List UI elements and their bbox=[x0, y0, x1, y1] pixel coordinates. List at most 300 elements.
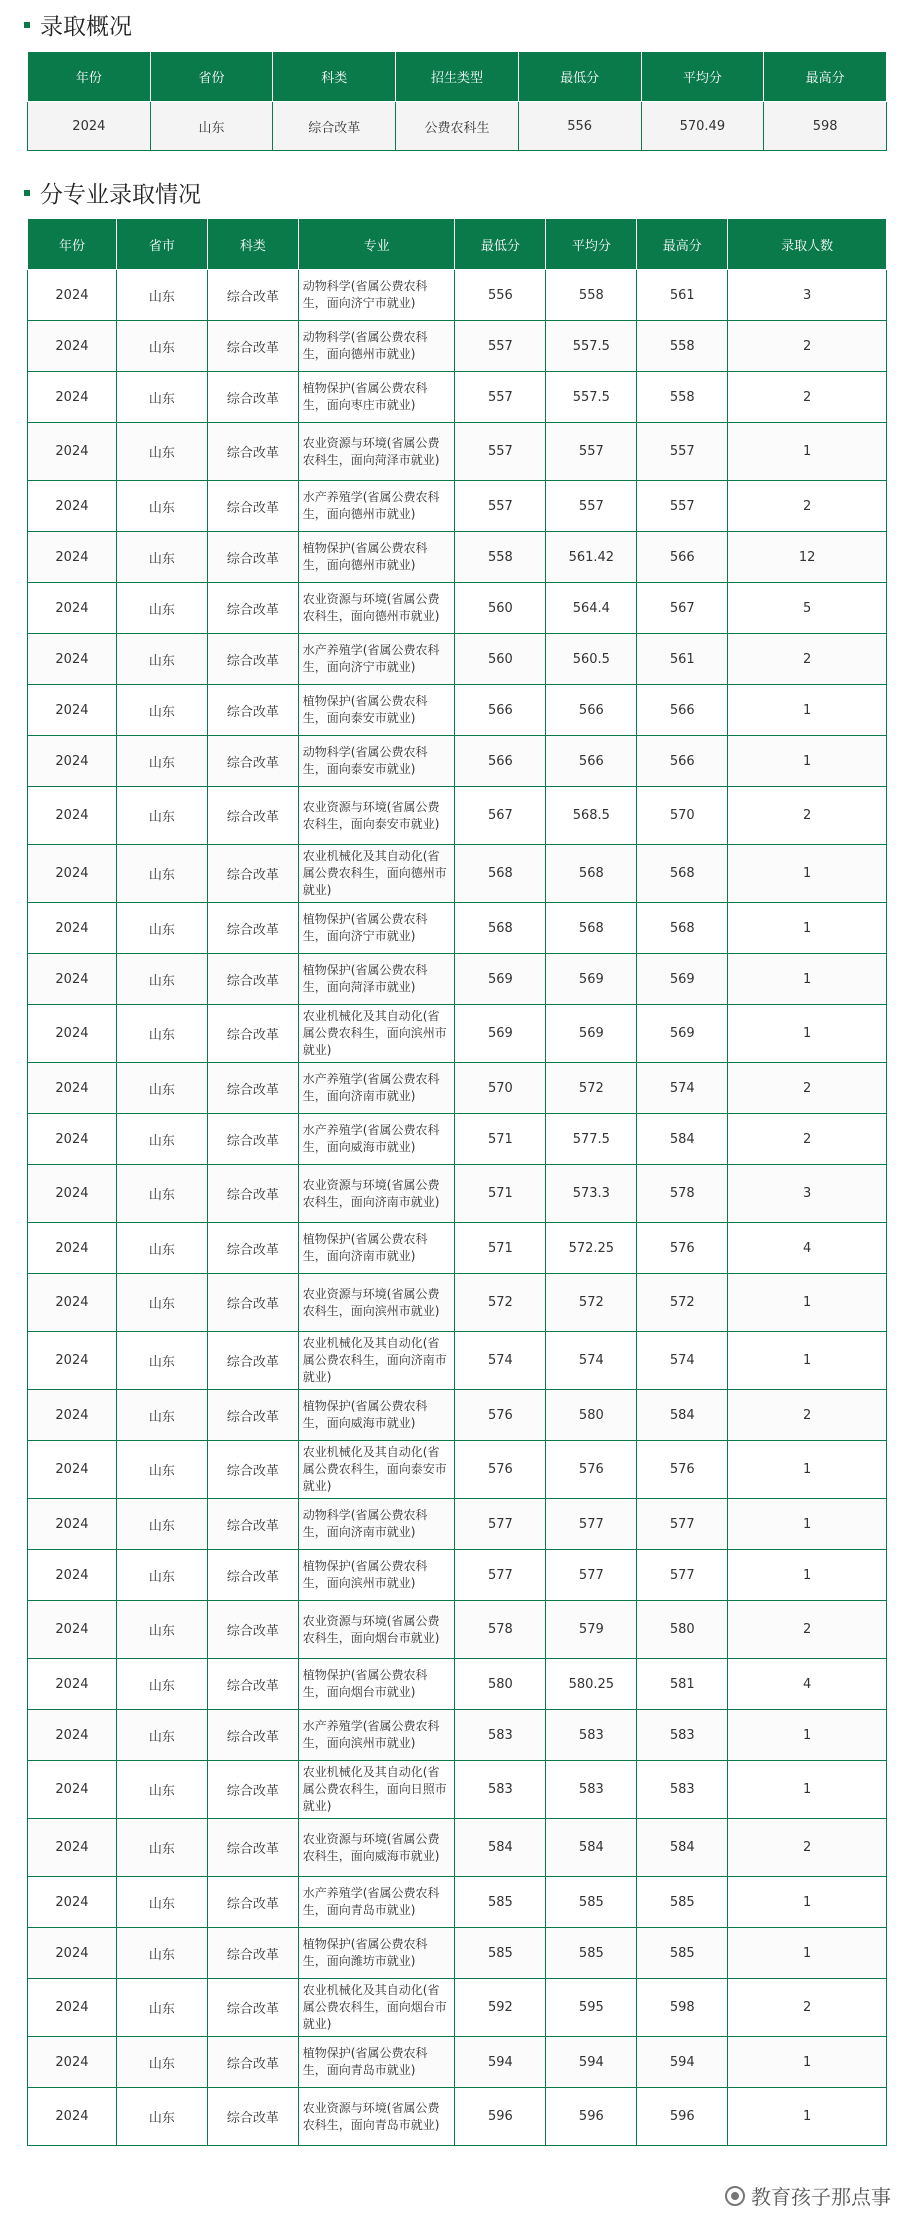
cell-year: 2024 bbox=[28, 1761, 117, 1819]
cell-major: 植物保护(省属公费农科生，面向滨州市就业) bbox=[298, 1550, 455, 1601]
cell-max-score: 583 bbox=[637, 1710, 728, 1761]
cell-major: 农业资源与环境(省属公费农科生，面向滨州市就业) bbox=[298, 1274, 455, 1332]
watermark bbox=[725, 2181, 891, 2210]
cell-admit-count: 1 bbox=[728, 2037, 887, 2088]
cell-min-score: 571 bbox=[455, 1223, 546, 1274]
cell-province: 山东 bbox=[116, 1877, 207, 1928]
cell-category: 综合改革 bbox=[207, 954, 298, 1005]
cell-min-score: 577 bbox=[455, 1550, 546, 1601]
cell-category: 综合改革 bbox=[207, 736, 298, 787]
table-row bbox=[28, 372, 887, 423]
cell-avg-score: 594 bbox=[546, 2037, 637, 2088]
cell-major: 农业资源与环境(省属公费农科生，面向菏泽市就业) bbox=[298, 423, 455, 481]
cell-major: 植物保护(省属公费农科生，面向泰安市就业) bbox=[298, 685, 455, 736]
cell-admit-count: 1 bbox=[728, 1005, 887, 1063]
cell-admit-count: 1 bbox=[728, 1274, 887, 1332]
cell-year: 2024 bbox=[28, 1390, 117, 1441]
cell-year: 2024 bbox=[28, 2037, 117, 2088]
cell-category: 综合改革 bbox=[207, 2037, 298, 2088]
cell-avg-score: 580.25 bbox=[546, 1659, 637, 1710]
cell-category: 综合改革 bbox=[207, 1005, 298, 1063]
cell-min-score: 576 bbox=[455, 1441, 546, 1499]
cell-min-score: 558 bbox=[455, 532, 546, 583]
cell-admit-count: 4 bbox=[728, 1659, 887, 1710]
cell-year: 2024 bbox=[28, 270, 117, 321]
cell-min-score: 557 bbox=[455, 321, 546, 372]
cell-province: 山东 bbox=[116, 1710, 207, 1761]
cell-year: 2024 bbox=[28, 1005, 117, 1063]
cell-province: 山东 bbox=[116, 1761, 207, 1819]
cell-min-score: 556 bbox=[518, 102, 641, 151]
cell-max-score: 598 bbox=[637, 1979, 728, 2037]
cell-major: 农业资源与环境(省属公费农科生，面向青岛市就业) bbox=[298, 2088, 455, 2146]
table-row bbox=[28, 1761, 887, 1819]
cell-province: 山东 bbox=[116, 634, 207, 685]
cell-admit-count: 2 bbox=[728, 1979, 887, 2037]
cell-admit-count: 1 bbox=[728, 903, 887, 954]
cell-year: 2024 bbox=[28, 583, 117, 634]
cell-max-score: 584 bbox=[637, 1819, 728, 1877]
cell-major: 植物保护(省属公费农科生，面向青岛市就业) bbox=[298, 2037, 455, 2088]
cell-category: 综合改革 bbox=[207, 845, 298, 903]
cell-major: 水产养殖学(省属公费农科生，面向济南市就业) bbox=[298, 1063, 455, 1114]
cell-min-score: 557 bbox=[455, 423, 546, 481]
cell-max-score: 581 bbox=[637, 1659, 728, 1710]
cell-province: 山东 bbox=[116, 845, 207, 903]
cell-max-score: 574 bbox=[637, 1332, 728, 1390]
table-row bbox=[28, 634, 887, 685]
cell-min-score: 583 bbox=[455, 1710, 546, 1761]
cell-avg-score: 568 bbox=[546, 903, 637, 954]
cell-max-score: 570 bbox=[637, 787, 728, 845]
cell-min-score: 592 bbox=[455, 1979, 546, 2037]
cell-avg-score: 572 bbox=[546, 1274, 637, 1332]
title-marker-icon bbox=[24, 22, 30, 28]
cell-max-score: 574 bbox=[637, 1063, 728, 1114]
cell-province: 山东 bbox=[116, 736, 207, 787]
header-year: 年份 bbox=[28, 219, 117, 270]
cell-max-score: 572 bbox=[637, 1274, 728, 1332]
cell-province: 山东 bbox=[116, 787, 207, 845]
cell-admit-count: 5 bbox=[728, 583, 887, 634]
header-min-score: 最低分 bbox=[518, 52, 641, 102]
cell-major: 水产养殖学(省属公费农科生，面向青岛市就业) bbox=[298, 1877, 455, 1928]
cell-year: 2024 bbox=[28, 1274, 117, 1332]
majors-title-text: 分专业录取情况 bbox=[40, 182, 201, 208]
cell-province: 山东 bbox=[116, 1063, 207, 1114]
cell-year: 2024 bbox=[28, 1063, 117, 1114]
cell-min-score: 557 bbox=[455, 481, 546, 532]
summary-section-title bbox=[24, 8, 132, 41]
cell-year: 2024 bbox=[28, 321, 117, 372]
cell-min-score: 583 bbox=[455, 1761, 546, 1819]
cell-max-score: 567 bbox=[637, 583, 728, 634]
cell-avg-score: 557 bbox=[546, 481, 637, 532]
cell-province: 山东 bbox=[116, 1659, 207, 1710]
cell-max-score: 585 bbox=[637, 1877, 728, 1928]
cell-major: 农业资源与环境(省属公费农科生，面向德州市就业) bbox=[298, 583, 455, 634]
cell-max-score: 561 bbox=[637, 270, 728, 321]
header-province: 省市 bbox=[116, 219, 207, 270]
cell-year: 2024 bbox=[28, 1165, 117, 1223]
cell-min-score: 574 bbox=[455, 1332, 546, 1390]
cell-major: 动物科学(省属公费农科生，面向德州市就业) bbox=[298, 321, 455, 372]
cell-admit-count: 1 bbox=[728, 954, 887, 1005]
cell-avg-score: 583 bbox=[546, 1761, 637, 1819]
cell-year: 2024 bbox=[28, 1114, 117, 1165]
cell-admit-count: 2 bbox=[728, 787, 887, 845]
summary-table bbox=[27, 51, 887, 151]
cell-max-score: 580 bbox=[637, 1601, 728, 1659]
cell-admit-count: 2 bbox=[728, 1390, 887, 1441]
cell-major: 水产养殖学(省属公费农科生，面向德州市就业) bbox=[298, 481, 455, 532]
table-row bbox=[28, 685, 887, 736]
cell-major: 农业机械化及其自动化(省属公费农科生，面向泰安市就业) bbox=[298, 1441, 455, 1499]
cell-category: 综合改革 bbox=[207, 1659, 298, 1710]
table-row bbox=[28, 787, 887, 845]
cell-year: 2024 bbox=[28, 1819, 117, 1877]
table-row bbox=[28, 270, 887, 321]
cell-min-score: 584 bbox=[455, 1819, 546, 1877]
cell-category: 综合改革 bbox=[207, 1710, 298, 1761]
cell-major: 水产养殖学(省属公费农科生，面向威海市就业) bbox=[298, 1114, 455, 1165]
cell-min-score: 585 bbox=[455, 1928, 546, 1979]
table-row bbox=[28, 1928, 887, 1979]
cell-category: 综合改革 bbox=[207, 634, 298, 685]
header-avg-score: 平均分 bbox=[546, 219, 637, 270]
cell-avg-score: 568.5 bbox=[546, 787, 637, 845]
cell-province: 山东 bbox=[116, 1441, 207, 1499]
table-row bbox=[28, 736, 887, 787]
cell-province: 山东 bbox=[116, 1390, 207, 1441]
cell-major: 农业机械化及其自动化(省属公费农科生，面向滨州市就业) bbox=[298, 1005, 455, 1063]
cell-min-score: 568 bbox=[455, 845, 546, 903]
cell-year: 2024 bbox=[28, 685, 117, 736]
cell-avg-score: 583 bbox=[546, 1710, 637, 1761]
cell-province: 山东 bbox=[116, 1979, 207, 2037]
cell-year: 2024 bbox=[28, 1877, 117, 1928]
cell-year: 2024 bbox=[28, 903, 117, 954]
cell-avg-score: 566 bbox=[546, 736, 637, 787]
cell-year: 2024 bbox=[28, 634, 117, 685]
cell-admit-count: 12 bbox=[728, 532, 887, 583]
cell-avg-score: 596 bbox=[546, 2088, 637, 2146]
cell-avg-score: 577 bbox=[546, 1499, 637, 1550]
table-row bbox=[28, 321, 887, 372]
cell-year: 2024 bbox=[28, 1441, 117, 1499]
cell-province: 山东 bbox=[116, 1274, 207, 1332]
cell-admit-count: 1 bbox=[728, 1441, 887, 1499]
cell-max-score: 566 bbox=[637, 685, 728, 736]
cell-year: 2024 bbox=[28, 1550, 117, 1601]
cell-admit-count: 1 bbox=[728, 423, 887, 481]
table-row bbox=[28, 2088, 887, 2146]
cell-min-score: 596 bbox=[455, 2088, 546, 2146]
cell-province: 山东 bbox=[116, 2037, 207, 2088]
cell-admit-count: 2 bbox=[728, 1819, 887, 1877]
table-row bbox=[28, 1710, 887, 1761]
cell-max-score: 561 bbox=[637, 634, 728, 685]
cell-min-score: 560 bbox=[455, 583, 546, 634]
cell-avg-score: 558 bbox=[546, 270, 637, 321]
cell-admit-count: 4 bbox=[728, 1223, 887, 1274]
cell-category: 综合改革 bbox=[207, 532, 298, 583]
cell-avg-score: 585 bbox=[546, 1928, 637, 1979]
cell-max-score: 594 bbox=[637, 2037, 728, 2088]
cell-province: 山东 bbox=[116, 1550, 207, 1601]
cell-category: 综合改革 bbox=[207, 2088, 298, 2146]
cell-min-score: 578 bbox=[455, 1601, 546, 1659]
cell-admit-count: 2 bbox=[728, 1114, 887, 1165]
cell-year: 2024 bbox=[28, 423, 117, 481]
cell-min-score: 560 bbox=[455, 634, 546, 685]
cell-avg-score: 573.3 bbox=[546, 1165, 637, 1223]
table-row bbox=[28, 2037, 887, 2088]
table-row bbox=[28, 532, 887, 583]
summary-row bbox=[28, 102, 887, 151]
cell-major: 植物保护(省属公费农科生，面向潍坊市就业) bbox=[298, 1928, 455, 1979]
cell-admit-count: 2 bbox=[728, 1601, 887, 1659]
cell-avg-score: 568 bbox=[546, 845, 637, 903]
cell-avg-score: 561.42 bbox=[546, 532, 637, 583]
table-row bbox=[28, 1659, 887, 1710]
cell-major: 植物保护(省属公费农科生，面向枣庄市就业) bbox=[298, 372, 455, 423]
cell-avg-score: 577.5 bbox=[546, 1114, 637, 1165]
cell-major: 动物科学(省属公费农科生，面向泰安市就业) bbox=[298, 736, 455, 787]
cell-admit-count: 3 bbox=[728, 1165, 887, 1223]
cell-major: 农业资源与环境(省属公费农科生，面向济南市就业) bbox=[298, 1165, 455, 1223]
cell-category: 综合改革 bbox=[207, 481, 298, 532]
cell-min-score: 572 bbox=[455, 1274, 546, 1332]
cell-major: 动物科学(省属公费农科生，面向济宁市就业) bbox=[298, 270, 455, 321]
cell-min-score: 568 bbox=[455, 903, 546, 954]
watermark-text: 教育孩子那点事 bbox=[751, 2185, 891, 2209]
cell-category: 综合改革 bbox=[207, 1499, 298, 1550]
cell-year: 2024 bbox=[28, 2088, 117, 2146]
cell-admit-count: 1 bbox=[728, 845, 887, 903]
cell-avg-score: 576 bbox=[546, 1441, 637, 1499]
header-max-score: 最高分 bbox=[637, 219, 728, 270]
cell-province: 山东 bbox=[116, 270, 207, 321]
cell-major: 动物科学(省属公费农科生，面向济南市就业) bbox=[298, 1499, 455, 1550]
cell-max-score: 558 bbox=[637, 372, 728, 423]
cell-province: 山东 bbox=[116, 2088, 207, 2146]
table-row bbox=[28, 1441, 887, 1499]
cell-avg-score: 574 bbox=[546, 1332, 637, 1390]
table-row bbox=[28, 1550, 887, 1601]
cell-enroll-type: 公费农科生 bbox=[396, 102, 519, 151]
cell-max-score: 577 bbox=[637, 1550, 728, 1601]
header-year: 年份 bbox=[28, 52, 151, 102]
header-avg-score: 平均分 bbox=[641, 52, 764, 102]
cell-max-score: 596 bbox=[637, 2088, 728, 2146]
cell-category: 综合改革 bbox=[207, 1550, 298, 1601]
cell-max-score: 598 bbox=[764, 102, 887, 151]
cell-min-score: 594 bbox=[455, 2037, 546, 2088]
cell-max-score: 576 bbox=[637, 1441, 728, 1499]
cell-admit-count: 1 bbox=[728, 685, 887, 736]
cell-min-score: 576 bbox=[455, 1390, 546, 1441]
cell-category: 综合改革 bbox=[207, 1390, 298, 1441]
cell-major: 农业资源与环境(省属公费农科生，面向威海市就业) bbox=[298, 1819, 455, 1877]
cell-category: 综合改革 bbox=[207, 903, 298, 954]
table-row bbox=[28, 1223, 887, 1274]
cell-admit-count: 2 bbox=[728, 321, 887, 372]
table-row bbox=[28, 481, 887, 532]
table-row bbox=[28, 1601, 887, 1659]
header-major: 专业 bbox=[298, 219, 455, 270]
cell-avg-score: 557 bbox=[546, 423, 637, 481]
table-row bbox=[28, 423, 887, 481]
table-row bbox=[28, 1819, 887, 1877]
cell-province: 山东 bbox=[116, 1819, 207, 1877]
cell-admit-count: 2 bbox=[728, 1063, 887, 1114]
cell-min-score: 585 bbox=[455, 1877, 546, 1928]
cell-major: 植物保护(省属公费农科生，面向烟台市就业) bbox=[298, 1659, 455, 1710]
cell-min-score: 580 bbox=[455, 1659, 546, 1710]
cell-admit-count: 1 bbox=[728, 1761, 887, 1819]
cell-avg-score: 569 bbox=[546, 1005, 637, 1063]
cell-province: 山东 bbox=[116, 1928, 207, 1979]
cell-major: 农业机械化及其自动化(省属公费农科生，面向日照市就业) bbox=[298, 1761, 455, 1819]
cell-year: 2024 bbox=[28, 1601, 117, 1659]
cell-avg-score: 566 bbox=[546, 685, 637, 736]
cell-province: 山东 bbox=[116, 1165, 207, 1223]
cell-category: 综合改革 bbox=[273, 102, 396, 151]
cell-category: 综合改革 bbox=[207, 1114, 298, 1165]
cell-max-score: 583 bbox=[637, 1761, 728, 1819]
cell-year: 2024 bbox=[28, 372, 117, 423]
cell-min-score: 570 bbox=[455, 1063, 546, 1114]
cell-category: 综合改革 bbox=[207, 1877, 298, 1928]
cell-province: 山东 bbox=[116, 583, 207, 634]
cell-province: 山东 bbox=[116, 903, 207, 954]
table-row bbox=[28, 1332, 887, 1390]
cell-category: 综合改革 bbox=[207, 1601, 298, 1659]
cell-min-score: 567 bbox=[455, 787, 546, 845]
cell-category: 综合改革 bbox=[207, 1979, 298, 2037]
summary-header-row bbox=[28, 52, 887, 102]
table-row bbox=[28, 1063, 887, 1114]
cell-avg-score: 579 bbox=[546, 1601, 637, 1659]
majors-section-title bbox=[24, 176, 201, 209]
cell-category: 综合改革 bbox=[207, 583, 298, 634]
cell-max-score: 569 bbox=[637, 954, 728, 1005]
cell-avg-score: 557.5 bbox=[546, 372, 637, 423]
cell-province: 山东 bbox=[116, 1332, 207, 1390]
cell-year: 2024 bbox=[28, 1223, 117, 1274]
cell-category: 综合改革 bbox=[207, 270, 298, 321]
cell-avg-score: 572.25 bbox=[546, 1223, 637, 1274]
cell-category: 综合改革 bbox=[207, 321, 298, 372]
cell-max-score: 584 bbox=[637, 1390, 728, 1441]
majors-header-row bbox=[28, 219, 887, 270]
table-row bbox=[28, 903, 887, 954]
cell-category: 综合改革 bbox=[207, 1761, 298, 1819]
cell-max-score: 576 bbox=[637, 1223, 728, 1274]
cell-admit-count: 1 bbox=[728, 1710, 887, 1761]
table-row bbox=[28, 583, 887, 634]
cell-category: 综合改革 bbox=[207, 1332, 298, 1390]
majors-table-body bbox=[28, 270, 887, 2146]
cell-category: 综合改革 bbox=[207, 1165, 298, 1223]
table-row bbox=[28, 1274, 887, 1332]
cell-category: 综合改革 bbox=[207, 787, 298, 845]
cell-admit-count: 3 bbox=[728, 270, 887, 321]
cell-max-score: 584 bbox=[637, 1114, 728, 1165]
header-enroll-type: 招生类型 bbox=[396, 52, 519, 102]
header-province: 省份 bbox=[150, 52, 273, 102]
cell-avg-score: 595 bbox=[546, 1979, 637, 2037]
cell-province: 山东 bbox=[116, 1499, 207, 1550]
cell-year: 2024 bbox=[28, 1710, 117, 1761]
header-category: 科类 bbox=[207, 219, 298, 270]
cell-admit-count: 1 bbox=[728, 2088, 887, 2146]
cell-year: 2024 bbox=[28, 1659, 117, 1710]
cell-major: 植物保护(省属公费农科生，面向济宁市就业) bbox=[298, 903, 455, 954]
cell-province: 山东 bbox=[116, 1223, 207, 1274]
cell-year: 2024 bbox=[28, 1499, 117, 1550]
cell-province: 山东 bbox=[150, 102, 273, 151]
cell-province: 山东 bbox=[116, 1005, 207, 1063]
cell-max-score: 557 bbox=[637, 423, 728, 481]
cell-max-score: 557 bbox=[637, 481, 728, 532]
cell-major: 植物保护(省属公费农科生，面向威海市就业) bbox=[298, 1390, 455, 1441]
cell-category: 综合改革 bbox=[207, 1819, 298, 1877]
cell-min-score: 569 bbox=[455, 1005, 546, 1063]
cell-category: 综合改革 bbox=[207, 1063, 298, 1114]
cell-major: 农业资源与环境(省属公费农科生，面向烟台市就业) bbox=[298, 1601, 455, 1659]
cell-admit-count: 1 bbox=[728, 1928, 887, 1979]
cell-min-score: 577 bbox=[455, 1499, 546, 1550]
table-row bbox=[28, 1005, 887, 1063]
cell-major: 农业机械化及其自动化(省属公费农科生，面向德州市就业) bbox=[298, 845, 455, 903]
cell-year: 2024 bbox=[28, 102, 151, 151]
cell-avg-score: 580 bbox=[546, 1390, 637, 1441]
cell-max-score: 566 bbox=[637, 532, 728, 583]
cell-category: 综合改革 bbox=[207, 1441, 298, 1499]
cell-category: 综合改革 bbox=[207, 372, 298, 423]
cell-avg-score: 577 bbox=[546, 1550, 637, 1601]
summary-title-text: 录取概况 bbox=[40, 14, 132, 40]
cell-admit-count: 2 bbox=[728, 634, 887, 685]
cell-max-score: 569 bbox=[637, 1005, 728, 1063]
header-min-score: 最低分 bbox=[455, 219, 546, 270]
cell-province: 山东 bbox=[116, 423, 207, 481]
cell-category: 综合改革 bbox=[207, 685, 298, 736]
table-row bbox=[28, 1390, 887, 1441]
cell-min-score: 556 bbox=[455, 270, 546, 321]
cell-major: 农业机械化及其自动化(省属公费农科生，面向济南市就业) bbox=[298, 1332, 455, 1390]
cell-province: 山东 bbox=[116, 1114, 207, 1165]
cell-admit-count: 2 bbox=[728, 372, 887, 423]
header-category: 科类 bbox=[273, 52, 396, 102]
cell-avg-score: 557.5 bbox=[546, 321, 637, 372]
cell-year: 2024 bbox=[28, 1979, 117, 2037]
cell-major: 水产养殖学(省属公费农科生，面向济宁市就业) bbox=[298, 634, 455, 685]
cell-province: 山东 bbox=[116, 321, 207, 372]
account-icon bbox=[725, 2186, 745, 2206]
cell-min-score: 566 bbox=[455, 685, 546, 736]
cell-major: 植物保护(省属公费农科生，面向济南市就业) bbox=[298, 1223, 455, 1274]
cell-year: 2024 bbox=[28, 1928, 117, 1979]
table-row bbox=[28, 1114, 887, 1165]
cell-avg-score: 569 bbox=[546, 954, 637, 1005]
cell-avg-score: 572 bbox=[546, 1063, 637, 1114]
cell-province: 山东 bbox=[116, 532, 207, 583]
cell-max-score: 558 bbox=[637, 321, 728, 372]
table-row bbox=[28, 1979, 887, 2037]
